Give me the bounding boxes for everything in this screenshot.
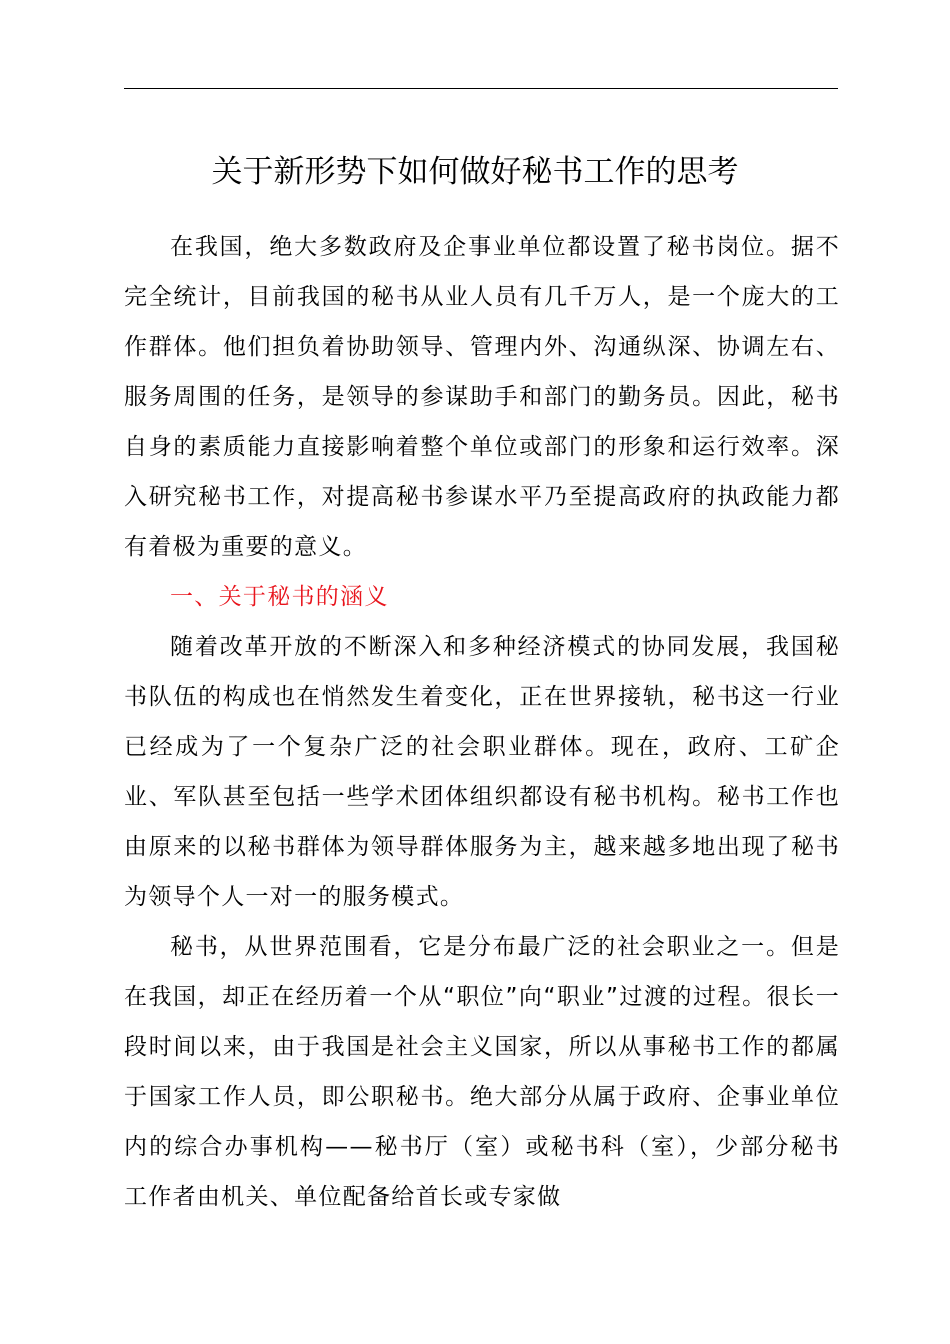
header-rule bbox=[124, 88, 838, 89]
paragraph-intro: 在我国，绝大多数政府及企事业单位都设置了秘书岗位。据不完全统计，目前我国的秘书从业人员有几千万人，是一个庞大的工作群体。他们担负着协助领导、管理内外、沟通纵深、协调左右、服务周围的任务，是领导的参谋助手和部门的勤务员。因此，秘书自身的素质能力直接影响着整个单位或部门的形象和运行效率。深入研究秘书工作，对提高秘书参谋水平乃至提高政府的执政能力都有着极为重要的意义。 bbox=[124, 234, 840, 560]
paragraph-reform: 随着改革开放的不断深入和多种经济模式的协同发展，我国秘书队伍的构成也在悄然发生着变化，正在世界接轨，秘书这一行业已经成为了一个复杂广泛的社会职业群体。现在，政府、工矿企业、军队甚至包括一些学术团体组织都设有秘书机构。秘书工作也由原来的以秘书群体为领导群体服务为主，越来越多地出现了秘书为领导个人一对一的服务模式。 bbox=[124, 634, 840, 910]
document-title: 关于新形势下如何做好秘书工作的思考 bbox=[211, 154, 739, 190]
paragraph-profession: 秘书，从世界范围看，它是分布最广泛的社会职业之一。但是在我国，却正在经历着一个从“职位”向“职业”过渡的过程。很长一段时间以来，由于我国是社会主义国家，所以从事秘书工作的都属于国家工作人员，即公职秘书。绝大部分从属于政府、企事业单位内的综合办事机构——秘书厅（室）或秘书科（室），少部分秘书工作者由机关、单位配备给首长或专家做 bbox=[124, 934, 840, 1210]
section-heading: 一、关于秘书的涵义 bbox=[170, 584, 389, 610]
document-body bbox=[124, 222, 840, 1222]
